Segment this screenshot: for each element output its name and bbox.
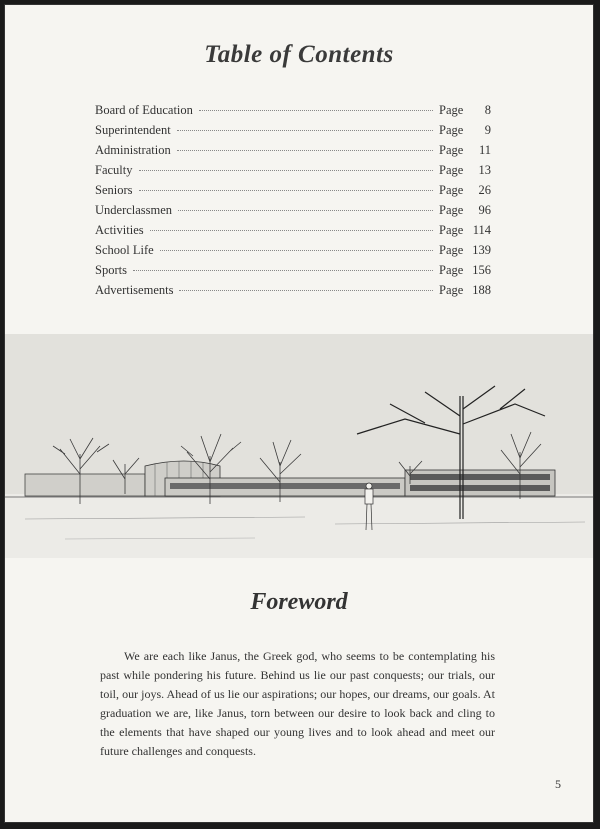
toc-entry-label: School Life bbox=[95, 243, 154, 257]
toc-page-word: Page bbox=[439, 103, 464, 117]
school-sketch-drawing bbox=[5, 334, 594, 558]
toc-entry bbox=[95, 203, 491, 223]
toc-entry bbox=[95, 223, 491, 243]
toc-list bbox=[95, 103, 491, 303]
toc-entry bbox=[95, 123, 491, 143]
page-number: 5 bbox=[555, 777, 561, 791]
toc-page-number: 139 bbox=[472, 243, 491, 257]
toc-page-number: 13 bbox=[478, 163, 491, 177]
toc-page-number: 114 bbox=[472, 223, 491, 237]
toc-leader-dots bbox=[160, 250, 433, 251]
toc-page-word: Page bbox=[439, 283, 464, 297]
toc-page-word: Page bbox=[439, 123, 464, 137]
toc-entry-label: Advertisements bbox=[95, 283, 174, 297]
toc-page-word: Page bbox=[439, 223, 464, 237]
toc-entry-label: Activities bbox=[95, 223, 144, 237]
toc-entry-label: Board of Education bbox=[95, 103, 193, 117]
toc-page-word: Page bbox=[439, 143, 464, 157]
toc-page-word: Page bbox=[439, 203, 464, 217]
toc-page-word: Page bbox=[439, 183, 464, 197]
foreword-text: We are each like Janus, the Greek god, who seems to be contemplating his past while pondering his future. Behind us lie our past conquests; our trials, our toil, our joys. Ahead of us lie our aspirations; our hopes, our dreams, our goals. At graduation we are, like Janus, torn between our desire to look back and cling to the elements that have shaped our young lives and to look ahead and meet our future challenges and conquests. bbox=[100, 649, 495, 758]
toc-leader-dots bbox=[139, 190, 434, 191]
yearbook-page bbox=[4, 4, 594, 823]
toc-entry-label: Seniors bbox=[95, 183, 133, 197]
toc-entry-label: Superintendent bbox=[95, 123, 171, 137]
toc-entry-label: Faculty bbox=[95, 163, 133, 177]
toc-title: Table of Contents bbox=[204, 41, 394, 68]
toc-leader-dots bbox=[178, 210, 433, 211]
toc-leader-dots bbox=[177, 150, 433, 151]
toc-entry bbox=[95, 263, 491, 283]
toc-page-number: 96 bbox=[478, 203, 491, 217]
toc-entry bbox=[95, 163, 491, 183]
toc-entry-label: Administration bbox=[95, 143, 171, 157]
school-building-illustration bbox=[5, 334, 594, 558]
toc-page-number: 8 bbox=[484, 103, 491, 117]
toc-entry-label: Sports bbox=[95, 263, 127, 277]
toc-page-number: 9 bbox=[484, 123, 491, 137]
toc-page-number: 156 bbox=[472, 263, 491, 277]
toc-leader-dots bbox=[199, 110, 433, 111]
toc-entry-label: Underclassmen bbox=[95, 203, 173, 217]
toc-page-word: Page bbox=[439, 243, 464, 257]
toc-entry bbox=[95, 183, 491, 203]
toc-leader-dots bbox=[133, 270, 433, 271]
toc-page-number: 11 bbox=[478, 143, 491, 157]
foreword-title: Foreword bbox=[250, 589, 348, 615]
toc-leader-dots bbox=[139, 170, 434, 171]
toc-leader-dots bbox=[179, 290, 433, 291]
toc-entry bbox=[95, 143, 491, 163]
toc-page-number: 26 bbox=[478, 183, 491, 197]
toc-page-number: 188 bbox=[472, 283, 491, 297]
toc-page-word: Page bbox=[439, 263, 464, 277]
toc-entry bbox=[95, 243, 491, 263]
toc-entry bbox=[95, 283, 491, 303]
toc-leader-dots bbox=[150, 230, 433, 231]
toc-page-word: Page bbox=[439, 163, 464, 177]
toc-leader-dots bbox=[177, 130, 433, 131]
toc-entry bbox=[95, 103, 491, 123]
